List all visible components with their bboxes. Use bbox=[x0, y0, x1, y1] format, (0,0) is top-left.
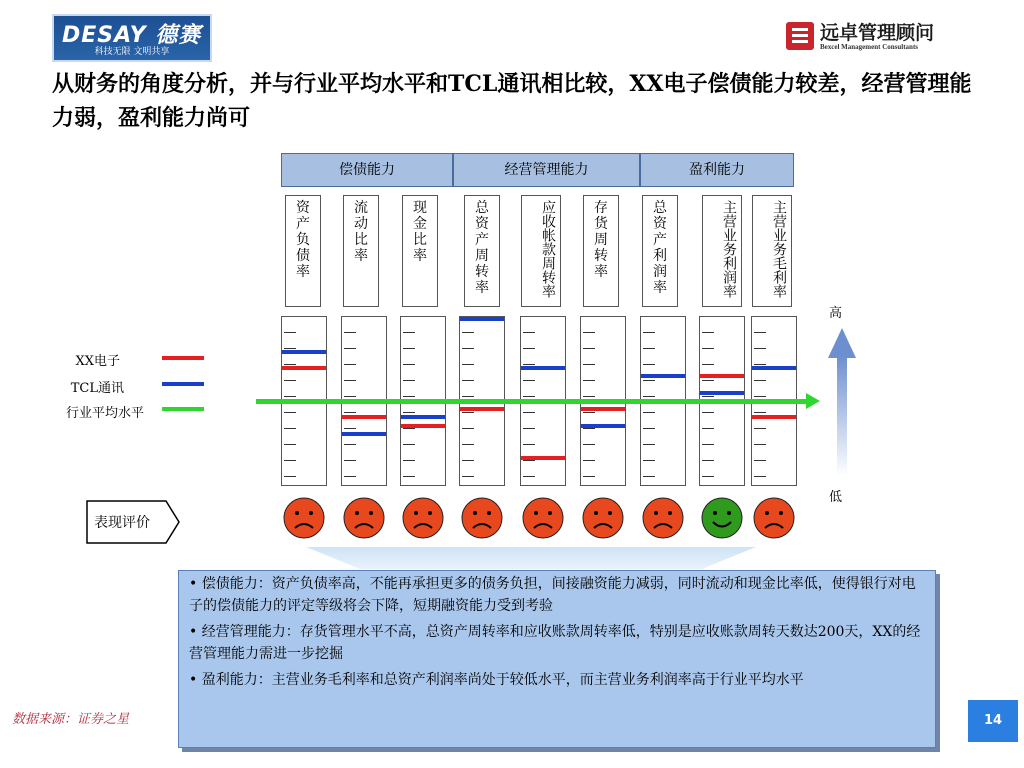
tcl-level-bar bbox=[581, 424, 625, 428]
scale-tick bbox=[643, 476, 655, 477]
bexcel-logo bbox=[786, 18, 966, 58]
metric-label-text: 现 金 比 率 bbox=[413, 200, 427, 264]
metric-label-text: 总 资 产 利 润 率 bbox=[653, 200, 667, 296]
scale-tick bbox=[344, 476, 356, 477]
scale-tick bbox=[344, 460, 356, 461]
sad-face-icon bbox=[752, 496, 796, 540]
scale-tick bbox=[643, 332, 655, 333]
legend-label-xx: XX电子 bbox=[75, 354, 120, 369]
data-source: 数据来源：证券之星 bbox=[12, 712, 130, 727]
scale-tick bbox=[403, 460, 415, 461]
scale-tick bbox=[462, 460, 474, 461]
scale-tick bbox=[403, 332, 415, 333]
tcl-level-bar bbox=[282, 350, 326, 354]
tcl-level-bar bbox=[752, 366, 796, 370]
category-profitability: 盈利能力 bbox=[640, 153, 794, 187]
scale-tick bbox=[583, 348, 595, 349]
scale-tick bbox=[643, 396, 655, 397]
scale-tick bbox=[403, 380, 415, 381]
industry-average-arrowhead bbox=[806, 393, 820, 409]
scale-tick bbox=[284, 380, 296, 381]
scale-tick bbox=[403, 412, 415, 413]
scale-tick bbox=[403, 476, 415, 477]
scale-tick bbox=[702, 476, 714, 477]
scale-tick bbox=[643, 428, 655, 429]
scale-tick bbox=[754, 412, 766, 413]
scale-tick bbox=[583, 444, 595, 445]
metric-label-text: 主营业务毛利率 bbox=[771, 200, 787, 298]
scale-tick bbox=[523, 428, 535, 429]
metric-label-6 bbox=[583, 195, 619, 307]
scale-tick bbox=[523, 332, 535, 333]
scale-tick bbox=[702, 396, 714, 397]
scale-tick bbox=[754, 348, 766, 349]
xx-level-bar bbox=[700, 374, 744, 378]
evaluation-label: 表现评价 bbox=[94, 515, 150, 531]
slide-title: 从财务的角度分析，并与行业平均水平和TCL通讯相比较，XX电子偿债能力较差，经营管理能力弱，盈利能力尚可 bbox=[52, 71, 972, 131]
axis-low-label: 低 bbox=[829, 490, 843, 505]
tcl-level-bar bbox=[700, 391, 744, 395]
scale-tick bbox=[583, 396, 595, 397]
xx-level-bar bbox=[581, 407, 625, 411]
tcl-level-bar bbox=[521, 366, 565, 370]
scale-tick bbox=[583, 460, 595, 461]
scale-tick bbox=[284, 396, 296, 397]
scale-tick bbox=[583, 364, 595, 365]
scale-tick bbox=[523, 412, 535, 413]
scale-tick bbox=[643, 364, 655, 365]
scale-tick bbox=[702, 348, 714, 349]
xx-level-bar bbox=[282, 366, 326, 370]
scale-tick bbox=[403, 428, 415, 429]
scale-tick bbox=[754, 444, 766, 445]
sad-face-icon bbox=[342, 496, 386, 540]
legend-line-tcl bbox=[162, 382, 204, 386]
tcl-level-bar bbox=[342, 432, 386, 436]
evaluation-badge bbox=[86, 500, 180, 544]
scale-tick bbox=[523, 444, 535, 445]
sad-face-icon bbox=[282, 496, 326, 540]
category-operations: 经营管理能力 bbox=[453, 153, 640, 187]
scale-tick bbox=[754, 428, 766, 429]
scale-tick bbox=[284, 412, 296, 413]
up-arrow-shaft bbox=[837, 356, 847, 476]
metric-label-2 bbox=[343, 195, 379, 307]
scale-tick bbox=[643, 460, 655, 461]
scale-tick bbox=[523, 380, 535, 381]
scale-tick bbox=[702, 364, 714, 365]
scale-tick bbox=[754, 396, 766, 397]
sad-face-icon bbox=[401, 496, 445, 540]
desay-brand: DESAY 德赛 bbox=[62, 23, 202, 48]
scale-tick bbox=[643, 348, 655, 349]
scale-tick bbox=[462, 380, 474, 381]
scale-tick bbox=[344, 332, 356, 333]
metric-label-text: 总 资 产 周 转 率 bbox=[475, 200, 489, 296]
scale-tick bbox=[403, 396, 415, 397]
scale-tick bbox=[284, 476, 296, 477]
summary-box bbox=[178, 570, 936, 748]
scale-tick bbox=[523, 396, 535, 397]
summary-point-profitability: • 盈利能力：主营业务毛利率和总资产利润率尚处于较低水平，而主营业务利润率高于行业平均水平 bbox=[189, 672, 804, 688]
metric-label-8 bbox=[702, 195, 742, 307]
xx-level-bar bbox=[521, 456, 565, 460]
scale-tick bbox=[284, 348, 296, 349]
scale-tick bbox=[284, 444, 296, 445]
metric-label-9 bbox=[752, 195, 792, 307]
scale-tick bbox=[702, 444, 714, 445]
sad-face-icon bbox=[581, 496, 625, 540]
xx-level-bar bbox=[342, 415, 386, 419]
scale-tick bbox=[583, 332, 595, 333]
scale-tick bbox=[462, 396, 474, 397]
legend-label-industry: 行业平均水平 bbox=[65, 406, 144, 421]
legend-label-tcl: TCL通讯 bbox=[70, 381, 124, 396]
scale-tick bbox=[462, 412, 474, 413]
up-arrow-icon bbox=[828, 328, 856, 358]
metric-label-3 bbox=[402, 195, 438, 307]
scale-tick bbox=[523, 348, 535, 349]
scale-tick bbox=[284, 332, 296, 333]
industry-average-line bbox=[256, 399, 810, 404]
legend-line-industry bbox=[162, 407, 204, 411]
scale-tick bbox=[702, 332, 714, 333]
scale-tick bbox=[754, 460, 766, 461]
desay-logo bbox=[52, 14, 212, 62]
bexcel-mark-icon bbox=[786, 22, 814, 50]
scale-tick bbox=[643, 444, 655, 445]
metric-label-5 bbox=[521, 195, 561, 307]
scale-tick bbox=[284, 460, 296, 461]
bexcel-name-en: Bexcel Management Consultants bbox=[820, 43, 918, 51]
scale-tick bbox=[462, 332, 474, 333]
xx-level-bar bbox=[401, 424, 445, 428]
scale-tick bbox=[344, 412, 356, 413]
scale-tick bbox=[754, 332, 766, 333]
metric-label-text: 资 产 负 债 率 bbox=[296, 200, 310, 280]
scale-tick bbox=[462, 364, 474, 365]
scale-tick bbox=[284, 428, 296, 429]
scale-tick bbox=[702, 428, 714, 429]
happy-face-icon bbox=[700, 496, 744, 540]
desay-slogan: 科技无限 文明共享 bbox=[94, 47, 170, 57]
scale-tick bbox=[583, 428, 595, 429]
scale-tick bbox=[643, 380, 655, 381]
xx-level-bar bbox=[460, 407, 504, 411]
scale-tick bbox=[523, 364, 535, 365]
scale-tick bbox=[523, 476, 535, 477]
metric-label-4 bbox=[464, 195, 500, 307]
scale-tick bbox=[583, 476, 595, 477]
tcl-level-bar bbox=[641, 374, 685, 378]
scale-tick bbox=[702, 460, 714, 461]
scale-tick bbox=[583, 412, 595, 413]
metric-label-text: 应收帐款周转率 bbox=[540, 200, 556, 298]
scale-tick bbox=[523, 460, 535, 461]
tcl-level-bar bbox=[401, 415, 445, 419]
scale-tick bbox=[344, 380, 356, 381]
sad-face-icon bbox=[641, 496, 685, 540]
bexcel-name-cn: 远卓管理顾问 bbox=[820, 22, 935, 44]
sad-face-icon bbox=[460, 496, 504, 540]
legend-line-xx bbox=[162, 356, 204, 360]
summary-point-solvency: • 偿债能力：资产负债率高，不能再承担更多的债务负担，间接融资能力减弱，同时流动和现金比率低，使得银行对电子的偿债能力的评定等级将会下降，短期融资能力受到考验 bbox=[189, 576, 916, 614]
scale-tick bbox=[403, 444, 415, 445]
scale-tick bbox=[462, 348, 474, 349]
metric-label-text: 存 货 周 转 率 bbox=[594, 200, 608, 280]
scale-tick bbox=[462, 476, 474, 477]
scale-tick bbox=[284, 364, 296, 365]
scale-tick bbox=[403, 348, 415, 349]
axis-high-label: 高 bbox=[829, 306, 843, 321]
scale-tick bbox=[344, 396, 356, 397]
metric-label-text: 流 动 比 率 bbox=[354, 200, 368, 264]
metric-label-1 bbox=[285, 195, 321, 307]
funnel-connector bbox=[306, 547, 756, 569]
sad-face-icon bbox=[521, 496, 565, 540]
scale-tick bbox=[462, 428, 474, 429]
category-solvency: 偿债能力 bbox=[281, 153, 453, 187]
scale-tick bbox=[344, 348, 356, 349]
xx-level-bar bbox=[752, 415, 796, 419]
scale-tick bbox=[754, 476, 766, 477]
scale-tick bbox=[702, 412, 714, 413]
metric-label-7 bbox=[642, 195, 678, 307]
scale-tick bbox=[583, 380, 595, 381]
summary-point-operations: • 经营管理能力：存货管理水平不高，总资产周转率和应收账款周转率低，特别是应收账款周转天数达200天，XX的经营管理能力需进一步挖掘 bbox=[189, 624, 921, 662]
tcl-level-bar bbox=[460, 317, 504, 321]
scale-tick bbox=[403, 364, 415, 365]
scale-tick bbox=[754, 380, 766, 381]
scale-tick bbox=[462, 444, 474, 445]
scale-tick bbox=[702, 380, 714, 381]
scale-tick bbox=[754, 364, 766, 365]
scale-tick bbox=[344, 364, 356, 365]
scale-tick bbox=[344, 428, 356, 429]
metric-label-text: 主营业务利润率 bbox=[721, 200, 737, 298]
page-number: 14 bbox=[968, 700, 1018, 742]
scale-tick bbox=[643, 412, 655, 413]
scale-tick bbox=[344, 444, 356, 445]
